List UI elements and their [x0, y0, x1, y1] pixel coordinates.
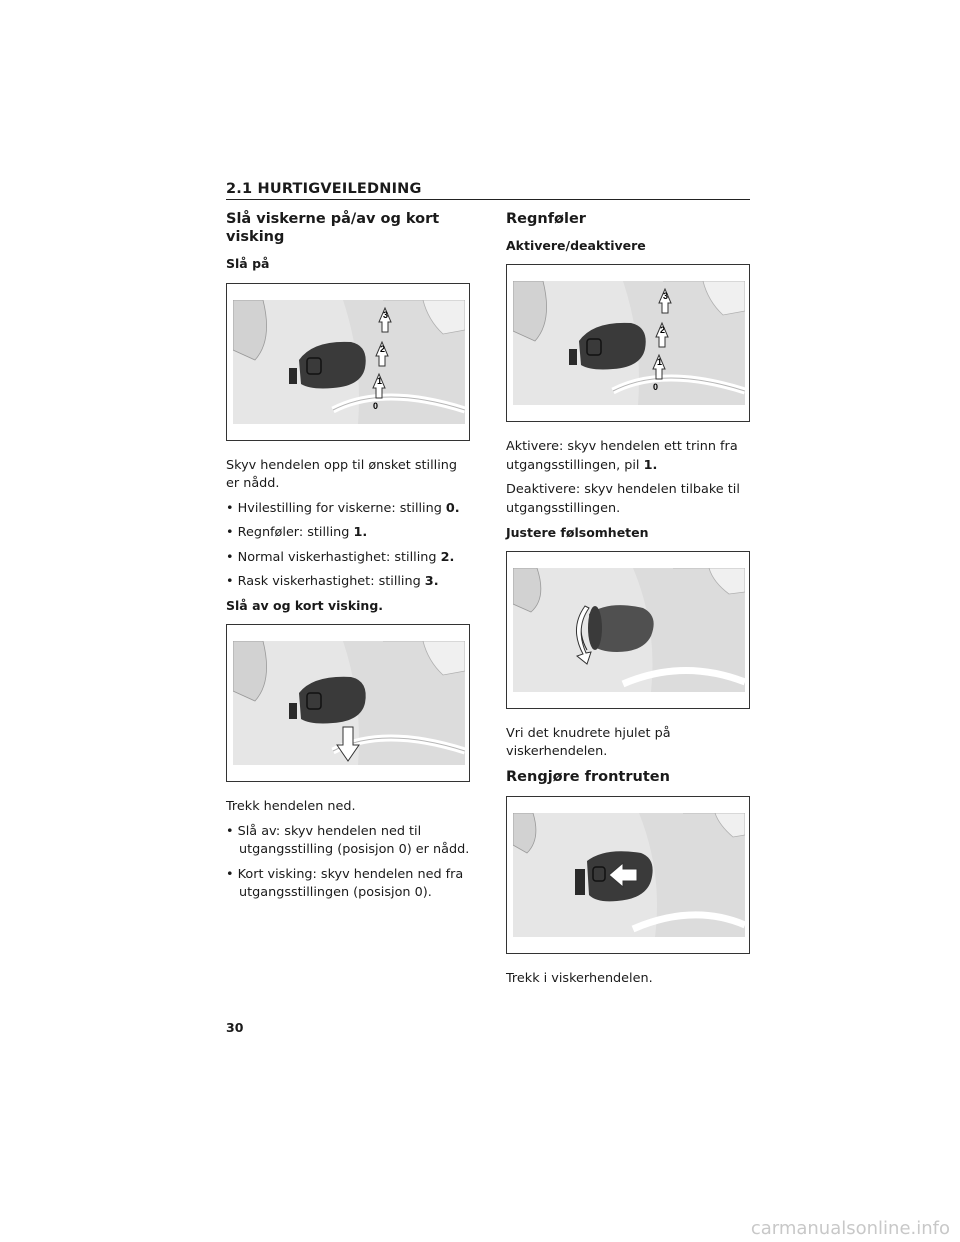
watermark: carmanualsonline.info — [750, 1218, 950, 1239]
figure-lever-up — [226, 283, 470, 441]
clean-text: Trekk i viskerhendelen. — [506, 971, 653, 987]
sub-heading-on: Slå på — [226, 256, 270, 272]
wiper-title: Slå viskerne på/av og kort visking — [226, 211, 440, 246]
rs-position-label-1: 1 — [657, 357, 663, 368]
intro-on-text: Skyv hendelen opp til ønsket stilling er nådd. — [226, 457, 457, 492]
sensitivity-illustration — [513, 568, 745, 692]
position-label-3: 3 — [383, 309, 389, 320]
position-label-0: 0 — [373, 400, 379, 411]
page-number: 30 — [226, 1020, 244, 1035]
rs-position-label-2: 2 — [660, 325, 666, 336]
off-list — [226, 823, 470, 903]
figure-rain-sensor — [506, 264, 750, 422]
clean-illustration — [513, 813, 745, 937]
position-item-2: • Normal viskerhastighet: stilling 2. — [226, 549, 470, 568]
rain-sensor-title: Regnføler — [506, 211, 586, 227]
figure-clean — [506, 796, 750, 954]
right-column — [506, 210, 750, 995]
figure-lever-down — [226, 624, 470, 782]
rs-position-label-0: 0 — [653, 382, 659, 393]
position-label-2: 2 — [380, 343, 386, 354]
section-header — [226, 178, 750, 200]
sub-heading-off: Slå av og kort visking. — [226, 597, 384, 613]
section-title: 2.1 HURTIGVEILEDNING — [226, 181, 422, 197]
position-list — [226, 500, 470, 592]
sub-heading-sensitivity: Justere følsomheten — [506, 524, 649, 540]
position-label-1: 1 — [377, 375, 383, 386]
intro-off-text: Trekk hendelen ned. — [226, 799, 356, 815]
left-column — [226, 210, 470, 909]
lever-down-illustration — [233, 641, 465, 765]
activate-text: Aktivere: skyv hendelen ett trinn fra utgangsstillingen, pil 1. — [506, 439, 738, 473]
off-item-1: • Kort visking: skyv hendelen ned fra utgangsstillingen (posisjon 0). — [226, 866, 470, 903]
figure-sensitivity — [506, 551, 750, 709]
position-item-0: • Hvilestilling for viskerne: stilling 0. — [226, 500, 470, 519]
rain-sensor-illustration — [513, 281, 745, 405]
sub-heading-toggle: Aktivere/deaktivere — [506, 238, 646, 254]
lever-up-illustration — [233, 300, 465, 424]
position-item-1: • Regnføler: stilling 1. — [226, 524, 470, 543]
off-item-0: • Slå av: skyv hendelen ned til utgangsstilling (posisjon 0) er nådd. — [226, 823, 470, 860]
position-item-3: • Rask viskerhastighet: stilling 3. — [226, 573, 470, 592]
clean-title: Rengjøre frontruten — [506, 768, 670, 785]
sensitivity-text: Vri det knudrete hjulet på viskerhendelen. — [506, 725, 671, 760]
deactivate-text: Deaktivere: skyv hendelen tilbake til utgangsstillingen. — [506, 482, 740, 517]
rs-position-label-3: 3 — [663, 291, 669, 302]
